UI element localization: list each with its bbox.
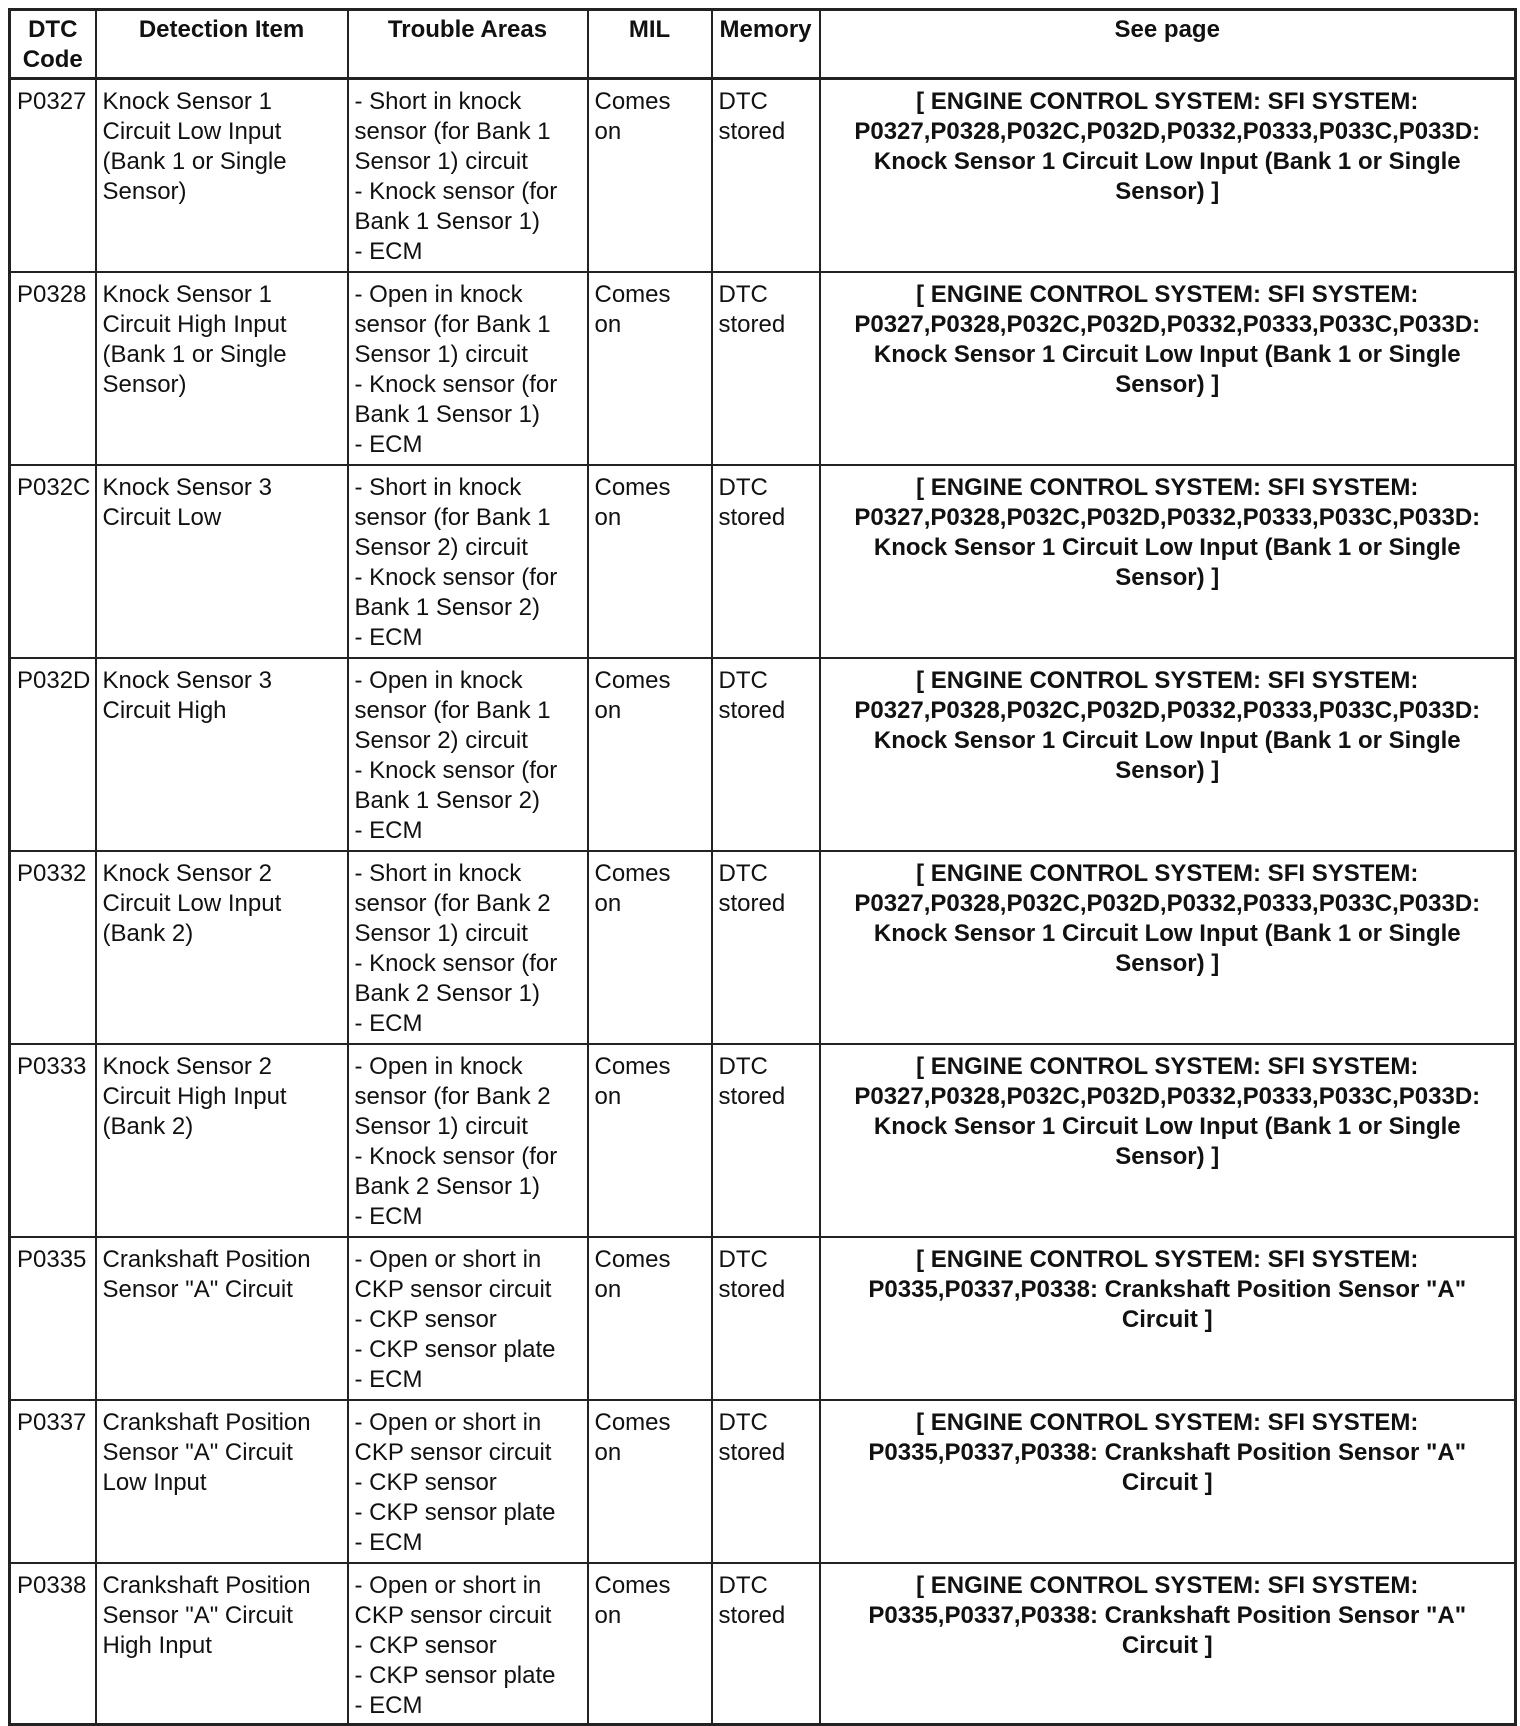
- see-page-line: P0327,P0328,P032C,P032D,P0332,P0333,P033C,P033D:: [854, 1082, 1481, 1110]
- memory-cell: [712, 465, 820, 658]
- see-page-line: P0327,P0328,P032C,P032D,P0332,P0333,P033C,P033D:: [854, 696, 1481, 724]
- header-dtc-code: [10, 10, 96, 79]
- trouble-areas-cell: [348, 851, 588, 1044]
- dtc-code-cell: [10, 1237, 96, 1400]
- mil-cell: [588, 1044, 712, 1237]
- table-row: [10, 1400, 1516, 1563]
- trouble-area-line: - Knock sensor (for: [354, 756, 558, 784]
- table-row: [10, 272, 1516, 465]
- dtc-code-cell: [10, 658, 96, 851]
- trouble-area-line: - ECM: [354, 1528, 423, 1556]
- mil-line: on: [594, 1601, 622, 1629]
- detection-item-line: Knock Sensor 1: [102, 280, 272, 308]
- table-row: [10, 1563, 1516, 1725]
- dtc-code: P0328: [17, 280, 87, 308]
- see-page-line: Sensor) ]: [1115, 756, 1220, 784]
- detection-item-line: High Input: [102, 1631, 212, 1659]
- memory-cell: [712, 272, 820, 465]
- mil-cell: [588, 851, 712, 1044]
- detection-item-line: (Bank 1 or Single: [102, 148, 287, 175]
- trouble-area-line: - Open or short in: [354, 1571, 542, 1599]
- detection-item-line: Circuit Low: [102, 503, 222, 531]
- trouble-area-line: - Open or short in: [354, 1408, 542, 1436]
- mil-line: on: [594, 118, 622, 145]
- trouble-area-line: sensor (for Bank 1: [354, 503, 551, 531]
- memory-line: stored: [718, 1082, 786, 1110]
- mil-line: on: [594, 310, 622, 338]
- trouble-areas-cell: [348, 465, 588, 658]
- memory-line: stored: [718, 1438, 786, 1466]
- see-page-line: Sensor) ]: [1115, 1142, 1220, 1170]
- memory-cell: [712, 1044, 820, 1237]
- dtc-code-cell: [10, 1563, 96, 1725]
- trouble-area-line: - Open in knock: [354, 1052, 523, 1080]
- detection-item-line: Sensor "A" Circuit: [102, 1438, 293, 1466]
- trouble-area-line: sensor (for Bank 1: [354, 118, 551, 145]
- trouble-area-line: - Knock sensor (for: [354, 178, 558, 205]
- memory-line: DTC: [718, 280, 768, 308]
- dtc-table: [8, 8, 1517, 1726]
- trouble-areas-cell: [348, 1044, 588, 1237]
- detection-item-cell: [96, 851, 348, 1044]
- see-page-line: Circuit ]: [1121, 1631, 1213, 1659]
- table-row: [10, 465, 1516, 658]
- dtc-code: P032C: [17, 473, 91, 501]
- see-page-line: [ ENGINE CONTROL SYSTEM: SFI SYSTEM:: [916, 1245, 1419, 1273]
- trouble-area-line: Bank 2 Sensor 1): [354, 979, 540, 1007]
- trouble-area-line: sensor (for Bank 2: [354, 1082, 551, 1110]
- dtc-code-cell: [10, 1400, 96, 1563]
- detection-item-line: Knock Sensor 2: [102, 859, 272, 887]
- detection-item-cell: [96, 79, 348, 272]
- see-page-cell: [820, 272, 1516, 465]
- detection-item-line: Knock Sensor 2: [102, 1052, 272, 1080]
- see-page-line: [ ENGINE CONTROL SYSTEM: SFI SYSTEM:: [916, 1052, 1419, 1080]
- see-page-line: [ ENGINE CONTROL SYSTEM: SFI SYSTEM:: [916, 473, 1419, 501]
- see-page-line: Knock Sensor 1 Circuit Low Input (Bank 1 or Single: [873, 1112, 1461, 1140]
- dtc-code: P0333: [17, 1052, 87, 1080]
- header-memory: Memory: [712, 10, 820, 79]
- dtc-code-cell: [10, 1044, 96, 1237]
- trouble-areas-cell: [348, 658, 588, 851]
- memory-line: stored: [718, 889, 786, 917]
- memory-line: DTC: [718, 1571, 768, 1599]
- see-page-line: [ ENGINE CONTROL SYSTEM: SFI SYSTEM:: [916, 88, 1419, 115]
- detection-item-line: Crankshaft Position: [102, 1408, 311, 1436]
- see-page-line: P0335,P0337,P0338: Crankshaft Position Sensor "A": [868, 1275, 1467, 1303]
- mil-line: Comes: [594, 859, 671, 887]
- mil-line: Comes: [594, 1052, 671, 1080]
- memory-line: stored: [718, 696, 786, 724]
- memory-line: DTC: [718, 1408, 768, 1436]
- memory-cell: [712, 1563, 820, 1725]
- detection-item-cell: [96, 272, 348, 465]
- trouble-area-line: sensor (for Bank 1: [354, 310, 551, 338]
- trouble-area-line: - Knock sensor (for: [354, 949, 558, 977]
- detection-item-cell: [96, 1400, 348, 1563]
- trouble-area-line: - CKP sensor: [354, 1305, 497, 1333]
- memory-line: DTC: [718, 473, 768, 501]
- trouble-area-line: - Knock sensor (for: [354, 370, 558, 398]
- header-dtc-code-line1: DTC: [28, 16, 78, 43]
- see-page-line: Knock Sensor 1 Circuit Low Input (Bank 1 or Single: [873, 340, 1461, 368]
- detection-item-cell: [96, 1044, 348, 1237]
- dtc-code-cell: [10, 272, 96, 465]
- detection-item-line: Crankshaft Position: [102, 1245, 311, 1273]
- see-page-cell: [820, 1044, 1516, 1237]
- mil-line: on: [594, 889, 622, 917]
- see-page-cell: [820, 79, 1516, 272]
- trouble-area-line: - ECM: [354, 1691, 423, 1719]
- detection-item-cell: [96, 465, 348, 658]
- trouble-area-line: - ECM: [354, 623, 423, 651]
- memory-cell: [712, 851, 820, 1044]
- detection-item-line: Knock Sensor 3: [102, 666, 272, 694]
- trouble-area-line: - CKP sensor: [354, 1468, 497, 1496]
- detection-item-line: Low Input: [102, 1468, 207, 1496]
- table-header: [10, 10, 1516, 79]
- see-page-line: Sensor) ]: [1115, 949, 1220, 977]
- detection-item-line: (Bank 2): [102, 1112, 194, 1140]
- trouble-area-line: Sensor 2) circuit: [354, 726, 528, 754]
- see-page-line: P0327,P0328,P032C,P032D,P0332,P0333,P033C,P033D:: [854, 310, 1481, 338]
- mil-line: on: [594, 1275, 622, 1303]
- mil-cell: [588, 658, 712, 851]
- table-row: [10, 1237, 1516, 1400]
- trouble-area-line: Bank 2 Sensor 1): [354, 1172, 540, 1200]
- dtc-code: P0332: [17, 859, 87, 887]
- trouble-area-line: - ECM: [354, 816, 423, 844]
- see-page-line: P0327,P0328,P032C,P032D,P0332,P0333,P033C,P033D:: [854, 889, 1481, 917]
- see-page-line: Knock Sensor 1 Circuit Low Input (Bank 1 or Single: [873, 726, 1461, 754]
- trouble-area-line: - Open or short in: [354, 1245, 542, 1273]
- table-row: [10, 79, 1516, 272]
- detection-item-line: Circuit High Input: [102, 1082, 287, 1110]
- trouble-area-line: - CKP sensor: [354, 1631, 497, 1659]
- memory-line: DTC: [718, 88, 768, 115]
- see-page-cell: [820, 658, 1516, 851]
- header-see-page: See page: [820, 10, 1516, 79]
- trouble-area-line: - ECM: [354, 1009, 423, 1037]
- dtc-code: P0337: [17, 1408, 87, 1436]
- see-page-line: P0327,P0328,P032C,P032D,P0332,P0333,P033C,P033D:: [854, 118, 1481, 145]
- mil-cell: [588, 79, 712, 272]
- trouble-area-line: - Open in knock: [354, 280, 523, 308]
- mil-line: Comes: [594, 1571, 671, 1599]
- mil-line: on: [594, 696, 622, 724]
- table-body: [10, 79, 1516, 1725]
- trouble-area-line: Sensor 1) circuit: [354, 919, 528, 947]
- memory-cell: [712, 658, 820, 851]
- see-page-cell: [820, 465, 1516, 658]
- header-detection-item: Detection Item: [96, 10, 348, 79]
- table-row: [10, 1044, 1516, 1237]
- mil-line: on: [594, 503, 622, 531]
- see-page-line: Knock Sensor 1 Circuit Low Input (Bank 1 or Single: [873, 919, 1461, 947]
- trouble-area-line: Bank 1 Sensor 1): [354, 208, 540, 235]
- detection-item-line: Sensor): [102, 370, 187, 398]
- dtc-code: P0338: [17, 1571, 87, 1599]
- memory-line: DTC: [718, 1245, 768, 1273]
- mil-line: Comes: [594, 280, 671, 308]
- mil-cell: [588, 1237, 712, 1400]
- trouble-area-line: - CKP sensor plate: [354, 1498, 556, 1526]
- trouble-area-line: CKP sensor circuit: [354, 1601, 552, 1629]
- memory-cell: [712, 1237, 820, 1400]
- mil-cell: [588, 465, 712, 658]
- detection-item-line: Knock Sensor 3: [102, 473, 272, 501]
- header-mil: MIL: [588, 10, 712, 79]
- trouble-area-line: Bank 1 Sensor 2): [354, 786, 540, 814]
- trouble-area-line: sensor (for Bank 1: [354, 696, 551, 724]
- see-page-cell: [820, 1400, 1516, 1563]
- dtc-code-cell: [10, 851, 96, 1044]
- trouble-area-line: Sensor 2) circuit: [354, 533, 528, 561]
- table-row: [10, 658, 1516, 851]
- trouble-area-line: Sensor 1) circuit: [354, 1112, 528, 1140]
- see-page-line: Sensor) ]: [1115, 370, 1220, 398]
- trouble-area-line: - Knock sensor (for: [354, 563, 558, 591]
- trouble-area-line: - ECM: [354, 1365, 423, 1393]
- see-page-cell: [820, 1563, 1516, 1725]
- see-page-line: [ ENGINE CONTROL SYSTEM: SFI SYSTEM:: [916, 859, 1419, 887]
- see-page-line: P0335,P0337,P0338: Crankshaft Position Sensor "A": [868, 1601, 1467, 1629]
- mil-cell: [588, 272, 712, 465]
- see-page-line: P0335,P0337,P0338: Crankshaft Position Sensor "A": [868, 1438, 1467, 1466]
- see-page-line: Knock Sensor 1 Circuit Low Input (Bank 1 or Single: [873, 533, 1461, 561]
- see-page-line: [ ENGINE CONTROL SYSTEM: SFI SYSTEM:: [916, 1408, 1419, 1436]
- detection-item-line: Sensor "A" Circuit: [102, 1275, 293, 1303]
- trouble-area-line: - CKP sensor plate: [354, 1335, 556, 1363]
- mil-cell: [588, 1400, 712, 1563]
- detection-item-line: (Bank 1 or Single: [102, 340, 287, 368]
- memory-line: stored: [718, 118, 786, 145]
- header-dtc-code-line2: Code: [22, 46, 83, 73]
- trouble-areas-cell: [348, 1400, 588, 1563]
- mil-line: on: [594, 1082, 622, 1110]
- trouble-area-line: - Short in knock: [354, 473, 522, 501]
- memory-line: DTC: [718, 859, 768, 887]
- mil-line: on: [594, 1438, 622, 1466]
- trouble-area-line: CKP sensor circuit: [354, 1438, 552, 1466]
- detection-item-line: Circuit Low Input: [102, 889, 282, 917]
- mil-line: Comes: [594, 473, 671, 501]
- trouble-area-line: - Knock sensor (for: [354, 1142, 558, 1170]
- trouble-area-line: Sensor 1) circuit: [354, 148, 528, 175]
- see-page-cell: [820, 1237, 1516, 1400]
- trouble-area-line: - Open in knock: [354, 666, 523, 694]
- memory-cell: [712, 79, 820, 272]
- detection-item-cell: [96, 1237, 348, 1400]
- memory-line: stored: [718, 310, 786, 338]
- trouble-area-line: CKP sensor circuit: [354, 1275, 552, 1303]
- memory-cell: [712, 1400, 820, 1563]
- trouble-areas-cell: [348, 1237, 588, 1400]
- see-page-line: Sensor) ]: [1115, 178, 1220, 205]
- see-page-line: [ ENGINE CONTROL SYSTEM: SFI SYSTEM:: [916, 1571, 1419, 1599]
- see-page-line: [ ENGINE CONTROL SYSTEM: SFI SYSTEM:: [916, 280, 1419, 308]
- trouble-areas-cell: [348, 1563, 588, 1725]
- memory-line: DTC: [718, 666, 768, 694]
- trouble-area-line: - CKP sensor plate: [354, 1661, 556, 1689]
- dtc-code: P0327: [17, 88, 87, 115]
- dtc-code-cell: [10, 465, 96, 658]
- trouble-area-line: Sensor 1) circuit: [354, 340, 528, 368]
- detection-item-cell: [96, 1563, 348, 1725]
- trouble-area-line: sensor (for Bank 2: [354, 889, 551, 917]
- detection-item-line: Circuit Low Input: [102, 118, 282, 145]
- trouble-areas-cell: [348, 272, 588, 465]
- mil-line: Comes: [594, 666, 671, 694]
- trouble-area-line: - ECM: [354, 238, 423, 265]
- detection-item-line: (Bank 2): [102, 919, 194, 947]
- memory-line: stored: [718, 503, 786, 531]
- detection-item-line: Circuit High: [102, 696, 227, 724]
- memory-line: DTC: [718, 1052, 768, 1080]
- trouble-area-line: - Short in knock: [354, 859, 522, 887]
- trouble-area-line: - ECM: [354, 430, 423, 458]
- detection-item-line: Sensor): [102, 178, 187, 205]
- see-page-line: Sensor) ]: [1115, 563, 1220, 591]
- detection-item-line: Knock Sensor 1: [102, 88, 272, 115]
- see-page-line: Knock Sensor 1 Circuit Low Input (Bank 1 or Single: [873, 148, 1461, 175]
- dtc-code-cell: [10, 79, 96, 272]
- mil-line: Comes: [594, 1408, 671, 1436]
- detection-item-line: Crankshaft Position: [102, 1571, 311, 1599]
- trouble-area-line: - ECM: [354, 1202, 423, 1230]
- see-page-line: Circuit ]: [1121, 1305, 1213, 1333]
- trouble-area-line: Bank 1 Sensor 2): [354, 593, 540, 621]
- memory-line: stored: [718, 1601, 786, 1629]
- trouble-area-line: Bank 1 Sensor 1): [354, 400, 540, 428]
- detection-item-cell: [96, 658, 348, 851]
- memory-line: stored: [718, 1275, 786, 1303]
- dtc-code: P0335: [17, 1245, 87, 1273]
- detection-item-line: Circuit High Input: [102, 310, 287, 338]
- table-row: [10, 851, 1516, 1044]
- header-row: [10, 10, 1516, 79]
- dtc-code: P032D: [17, 666, 91, 694]
- header-trouble-areas: Trouble Areas: [348, 10, 588, 79]
- mil-line: Comes: [594, 88, 671, 115]
- mil-line: Comes: [594, 1245, 671, 1273]
- see-page-line: [ ENGINE CONTROL SYSTEM: SFI SYSTEM:: [916, 666, 1419, 694]
- mil-cell: [588, 1563, 712, 1725]
- detection-item-line: Sensor "A" Circuit: [102, 1601, 293, 1629]
- see-page-cell: [820, 851, 1516, 1044]
- see-page-line: P0327,P0328,P032C,P032D,P0332,P0333,P033C,P033D:: [854, 503, 1481, 531]
- trouble-area-line: - Short in knock: [354, 88, 522, 115]
- see-page-line: Circuit ]: [1121, 1468, 1213, 1496]
- trouble-areas-cell: [348, 79, 588, 272]
